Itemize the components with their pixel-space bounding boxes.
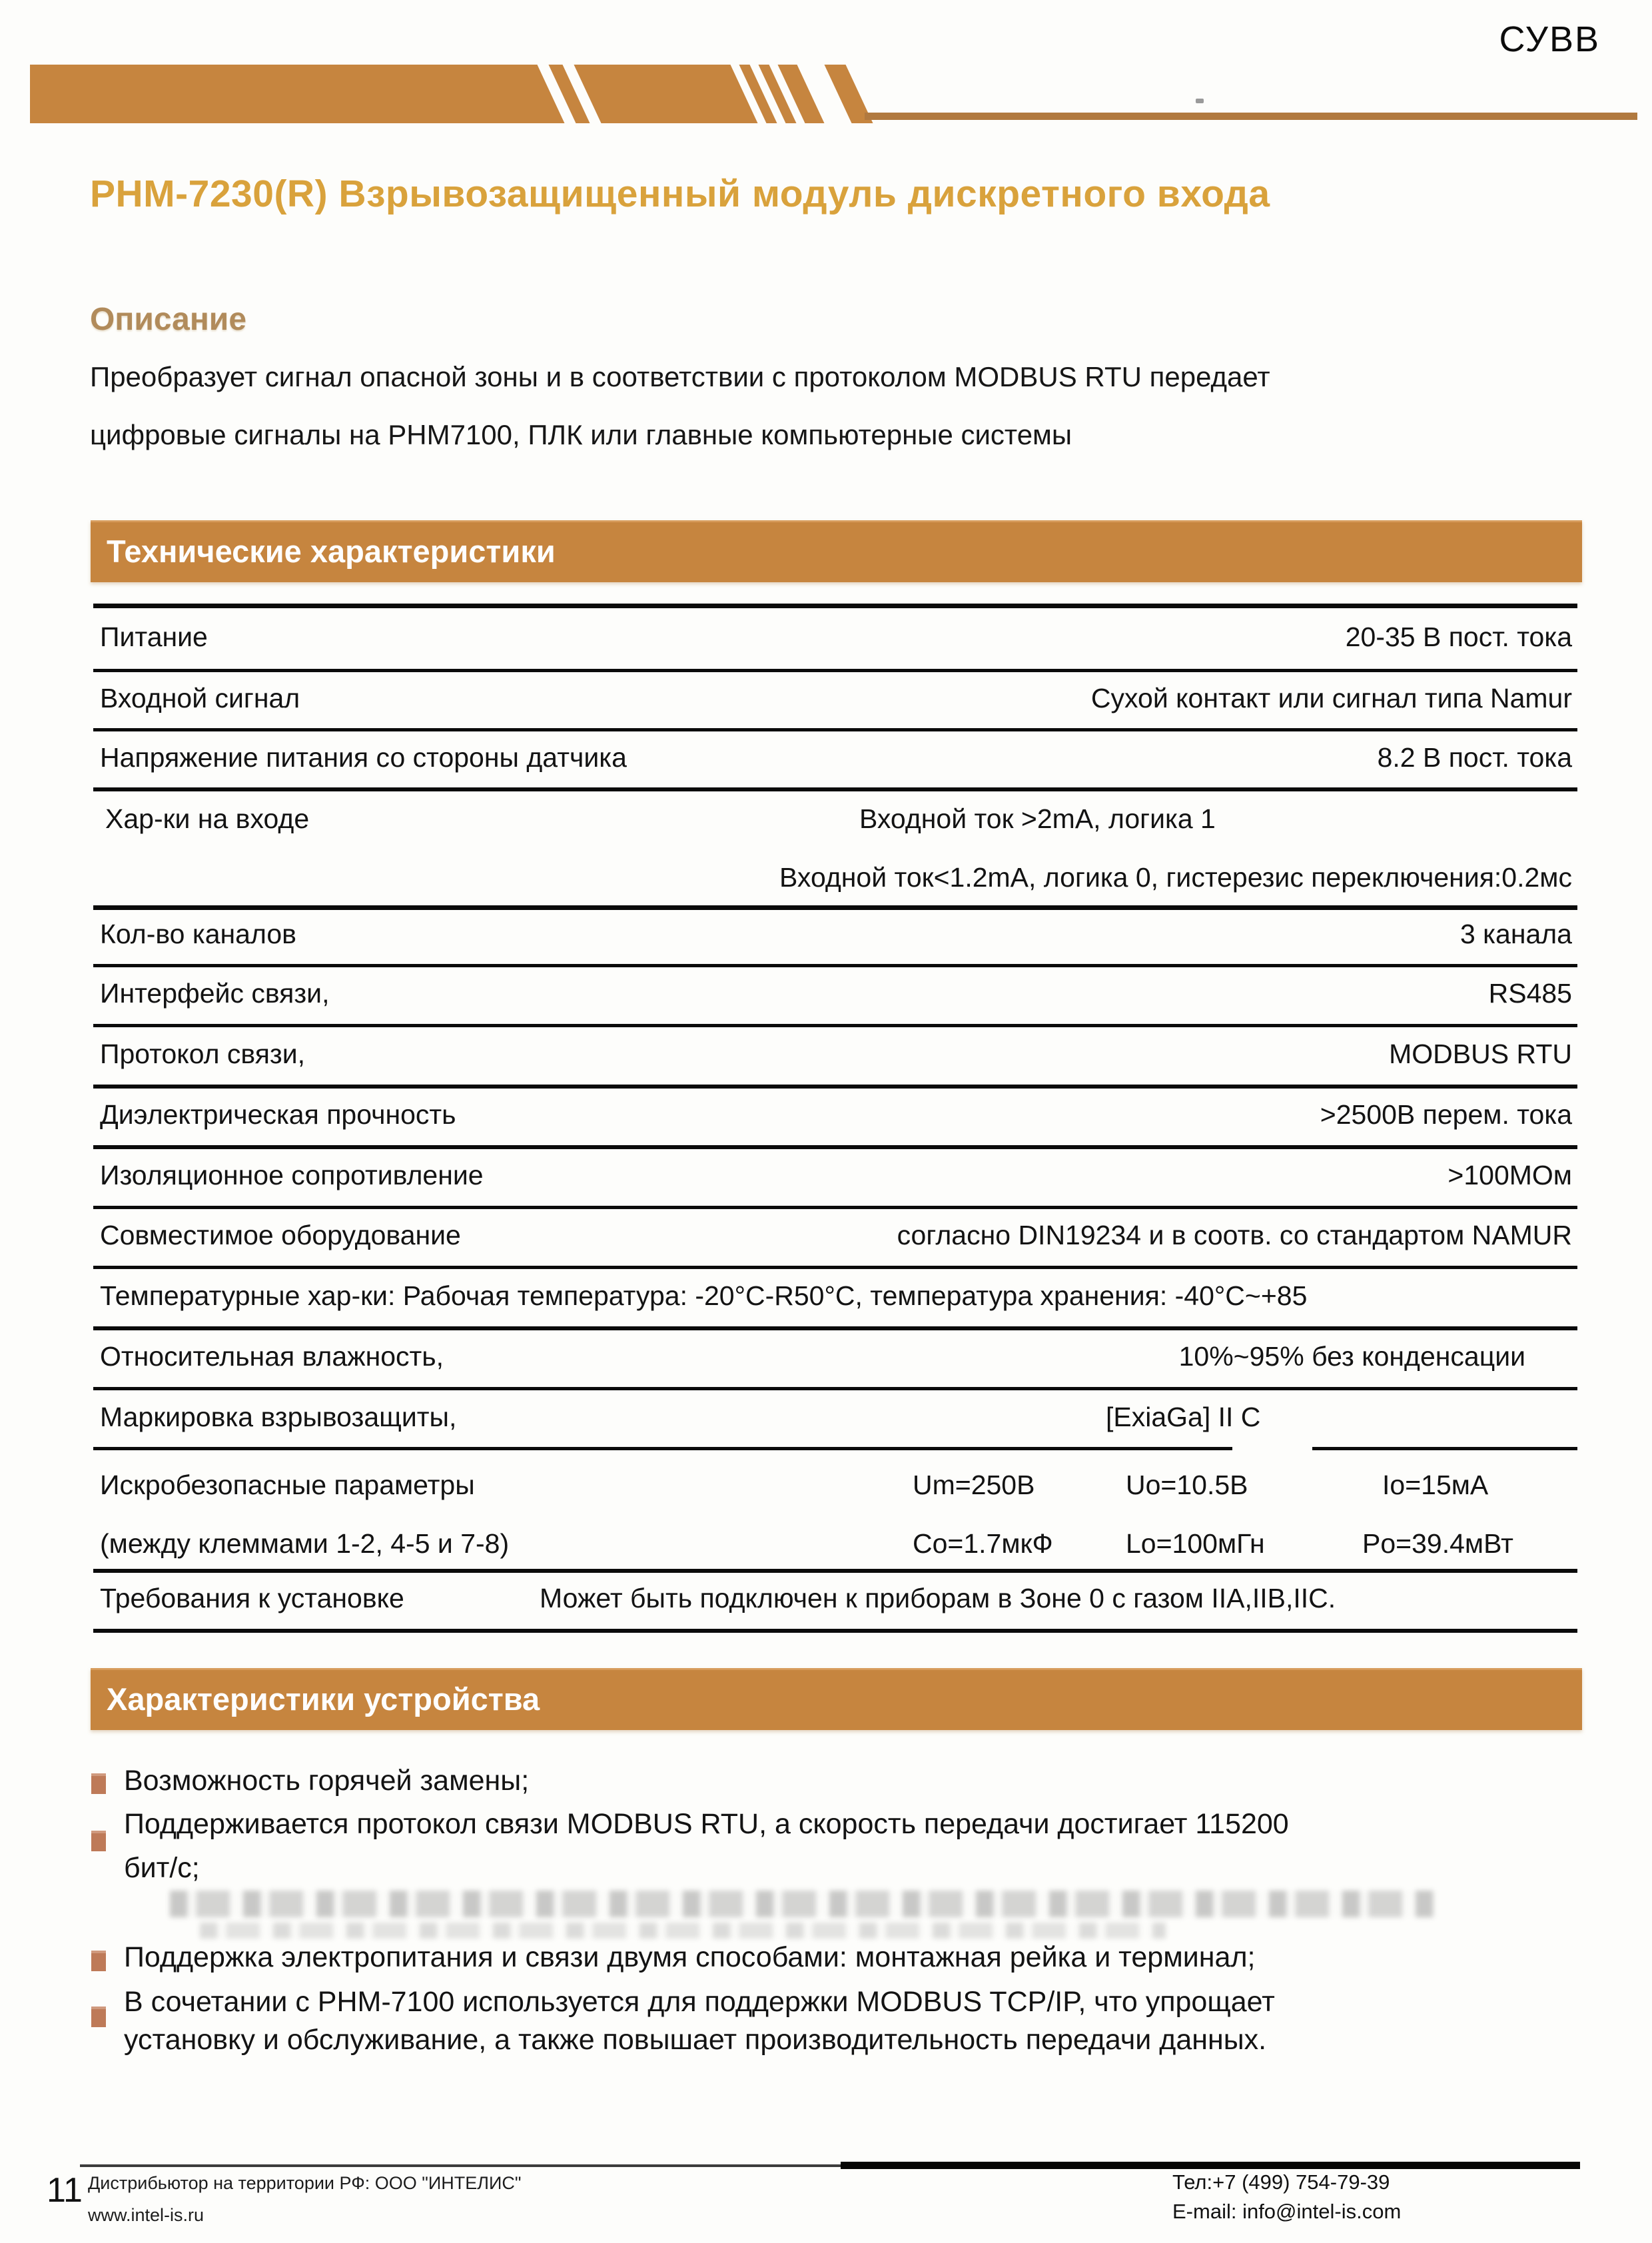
- spec-param: Um=250В: [913, 1470, 1035, 1500]
- bullet-square-icon: [91, 2007, 106, 2027]
- table-rule: [93, 1569, 1577, 1573]
- spec-value: Входной ток >2mA, логика 1: [859, 803, 1216, 834]
- spec-label: Изоляционное сопротивление: [100, 1160, 484, 1190]
- table-rule: [93, 728, 1577, 731]
- spec-label: Маркировка взрывозащиты,: [100, 1402, 457, 1432]
- spec-sublabel: (между клеммами 1-2, 4-5 и 7-8): [100, 1528, 510, 1559]
- spec-label: Интерфейс связи,: [100, 978, 330, 1009]
- spec-value: согласно DIN19234 и в соотв. со стандартом NAMUR: [897, 1220, 1572, 1250]
- spec-label: Диэлектрическая прочность: [100, 1099, 456, 1130]
- table-rule: [93, 1629, 1577, 1633]
- spec-value: 20-35 В пост. тока: [1345, 622, 1572, 652]
- spec-row-fullwidth: Температурные хар-ки: Рабочая температура: -20°C-R50°C, температура хранения: -40°C~+85: [100, 1280, 1308, 1311]
- table-rule-split-left: [93, 1447, 1232, 1450]
- spec-value: 3 канала: [1459, 919, 1572, 949]
- scan-ghost-text: [170, 1891, 1436, 1917]
- spec-label: Относительная влажность,: [100, 1341, 444, 1372]
- table-rule: [93, 1145, 1577, 1149]
- bullet-square-icon: [91, 1773, 106, 1794]
- spec-value: >2500В перем. тока: [1320, 1099, 1572, 1130]
- description-heading: Описание: [90, 302, 247, 337]
- table-rule: [93, 604, 1577, 608]
- feature-item: Возможность горячей замены;: [124, 1765, 530, 1797]
- spec-param: Uo=10.5В: [1126, 1470, 1248, 1500]
- footer-distributor: Дистрибьютор на территории РФ: ООО "ИНТЕЛИС": [88, 2173, 522, 2193]
- spec-value: MODBUS RTU: [1389, 1039, 1572, 1069]
- feature-item: Поддержка электропитания и связи двумя способами: монтажная рейка и терминал;: [124, 1941, 1256, 1973]
- specs-section-banner: [91, 520, 1582, 582]
- spec-label: Хар-ки на входе: [105, 803, 310, 834]
- spec-value: Может быть подключен к приборам в Зоне 0 с газом IIA,IIB,IIC.: [540, 1583, 1336, 1613]
- spec-label: Входной сигнал: [100, 683, 300, 713]
- table-rule: [93, 669, 1577, 672]
- spec-value: 10%~95% без конденсации: [1178, 1341, 1525, 1372]
- feature-item-continuation: бит/с;: [124, 1852, 200, 1884]
- bullet-square-icon: [91, 1951, 106, 1971]
- table-rule: [93, 1085, 1577, 1089]
- table-rule-split-right: [1312, 1447, 1577, 1450]
- page-title: PHM-7230(R) Взрывозащищенный модуль дискретного входа: [90, 173, 1270, 215]
- spec-label: Требования к установке: [100, 1583, 404, 1613]
- table-rule: [93, 1266, 1577, 1269]
- spec-label: Кол-во каналов: [100, 919, 296, 949]
- footer-email: E-mail: info@intel-is.com: [1172, 2200, 1402, 2223]
- spec-param: Lo=100мГн: [1126, 1528, 1265, 1559]
- header-banner: [30, 65, 841, 123]
- spec-param: Co=1.7мкФ: [913, 1528, 1053, 1559]
- brand-text: СУВВ: [1499, 19, 1600, 59]
- table-rule: [93, 1024, 1577, 1027]
- feature-item: В сочетании с PHM-7100 используется для поддержки MODBUS TCP/IP, что упрощает: [124, 1986, 1275, 2018]
- table-rule: [93, 1326, 1577, 1330]
- spec-value: Входной ток<1.2mA, логика 0, гистерезис переключения:0.2мс: [779, 862, 1572, 893]
- spec-param: Po=39.4мВт: [1362, 1528, 1513, 1559]
- footer-rule-thick: [841, 2162, 1580, 2169]
- table-rule: [93, 964, 1577, 967]
- description-line: цифровые сигналы на PHM7100, ПЛК или главные компьютерные системы: [90, 419, 1072, 450]
- table-rule: [93, 787, 1577, 791]
- spec-label: Протокол связи,: [100, 1039, 306, 1069]
- spec-label: Напряжение питания со стороны датчика: [100, 742, 627, 773]
- spec-value: 8.2 В пост. тока: [1377, 742, 1572, 773]
- page-number: 11: [47, 2171, 83, 2210]
- table-rule: [93, 905, 1577, 910]
- spec-value: >100МОм: [1447, 1160, 1572, 1190]
- spec-value: [ExiaGa] II C: [1106, 1402, 1261, 1432]
- feature-item: Поддерживается протокол связи MODBUS RTU, а скорость передачи достигает 115200: [124, 1808, 1289, 1840]
- footer-phone: Тел:+7 (499) 754-79-39: [1172, 2170, 1390, 2194]
- table-rule: [93, 1387, 1577, 1390]
- features-section-banner: [91, 1668, 1582, 1730]
- spec-param: Io=15мА: [1382, 1470, 1489, 1500]
- spec-value: RS485: [1488, 978, 1572, 1009]
- spec-label: Питание: [100, 622, 208, 652]
- bullet-square-icon: [91, 1831, 106, 1851]
- footer-rule-thin: [80, 2164, 841, 2167]
- scan-ghost-text: [200, 1923, 1166, 1939]
- spec-label: Совместимое оборудование: [100, 1220, 461, 1250]
- specs-section-title: Технические характеристики: [107, 534, 556, 569]
- scan-artifact: [1196, 99, 1204, 103]
- spec-value: Сухой контакт или сигнал типа Namur: [1090, 683, 1572, 713]
- table-rule: [93, 1206, 1577, 1209]
- spec-label: Искробезопасные параметры: [100, 1470, 475, 1500]
- description-line: Преобразует сигнал опасной зоны и в соответствии с протоколом MODBUS RTU передает: [90, 361, 1270, 392]
- header-rule: [865, 113, 1637, 120]
- features-section-title: Характеристики устройства: [107, 1681, 540, 1717]
- feature-item-continuation: установку и обслуживание, а также повышает производительность передачи данных.: [124, 2024, 1267, 2056]
- footer-website: www.intel-is.ru: [88, 2205, 205, 2225]
